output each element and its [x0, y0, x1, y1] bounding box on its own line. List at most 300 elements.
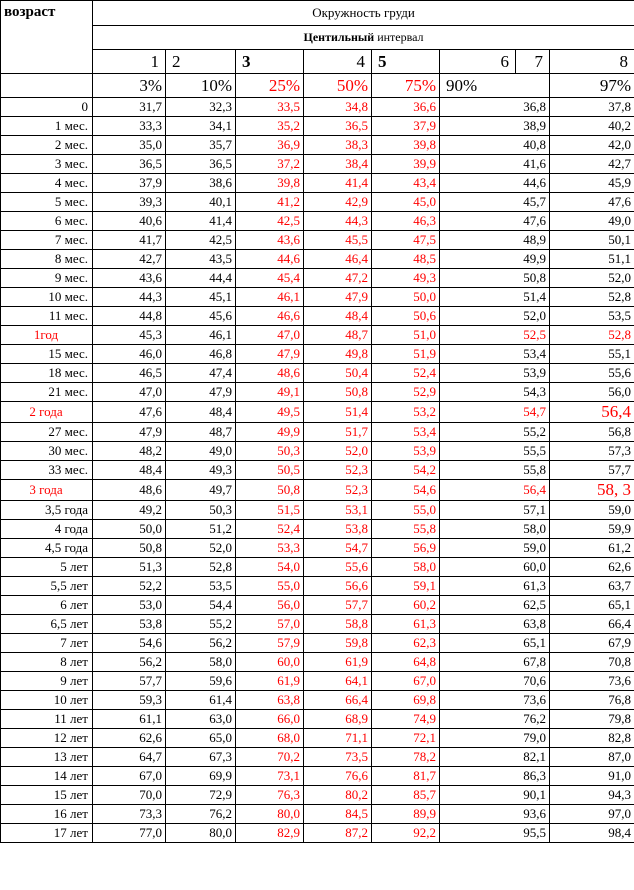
centile-interval-header: Центильный интервал	[93, 26, 634, 50]
value-cell: 49,0	[550, 212, 634, 231]
value-cell: 46,0	[93, 345, 166, 364]
value-cell: 67,0	[372, 672, 440, 691]
table-row	[1, 269, 634, 288]
value-cell: 36,9	[236, 136, 304, 155]
value-cell: 35,0	[93, 136, 166, 155]
value-cell: 61,1	[93, 710, 166, 729]
value-cell: 36,5	[93, 155, 166, 174]
age-cell: 12 лет	[1, 729, 93, 748]
table-row	[1, 442, 634, 461]
value-cell: 51,4	[440, 288, 550, 307]
value-cell: 92,2	[372, 824, 440, 843]
value-cell: 57,7	[93, 672, 166, 691]
value-cell: 55,6	[304, 558, 372, 577]
value-cell: 59,3	[93, 691, 166, 710]
value-cell: 50,5	[236, 461, 304, 480]
value-cell: 95,5	[440, 824, 550, 843]
value-cell: 60,0	[236, 653, 304, 672]
table-row	[1, 577, 634, 596]
table-row	[1, 596, 634, 615]
value-cell: 49,3	[372, 269, 440, 288]
value-cell: 47,5	[372, 231, 440, 250]
value-cell: 55,6	[550, 364, 634, 383]
value-cell: 78,2	[372, 748, 440, 767]
value-cell: 50,3	[166, 501, 236, 520]
value-cell: 51,1	[550, 250, 634, 269]
value-cell: 63,8	[440, 615, 550, 634]
value-cell: 46,1	[166, 326, 236, 345]
value-cell: 31,7	[93, 98, 166, 117]
value-cell: 39,8	[236, 174, 304, 193]
age-cell: 27 мес.	[1, 423, 93, 442]
value-cell: 72,9	[166, 786, 236, 805]
age-cell: 10 мес.	[1, 288, 93, 307]
age-cell: 1 мес.	[1, 117, 93, 136]
value-cell: 62,3	[372, 634, 440, 653]
age-cell: 6 лет	[1, 596, 93, 615]
value-cell: 47,0	[236, 326, 304, 345]
value-cell: 52,0	[166, 539, 236, 558]
table-row	[1, 345, 634, 364]
value-cell: 58,0	[440, 520, 550, 539]
value-cell: 41,4	[166, 212, 236, 231]
value-cell: 54,7	[304, 539, 372, 558]
value-cell: 58,0	[372, 558, 440, 577]
value-cell: 45,6	[166, 307, 236, 326]
value-cell: 50,8	[304, 383, 372, 402]
value-cell: 48,4	[93, 461, 166, 480]
value-cell: 47,9	[166, 383, 236, 402]
table-row	[1, 805, 634, 824]
value-cell: 51,9	[372, 345, 440, 364]
interval-number: 4	[304, 50, 372, 74]
value-cell: 45,3	[93, 326, 166, 345]
value-cell: 49,3	[166, 461, 236, 480]
value-cell: 40,1	[166, 193, 236, 212]
value-cell: 58, 3	[550, 480, 634, 501]
table-row	[1, 480, 634, 501]
age-cell: 30 мес.	[1, 442, 93, 461]
value-cell: 62,6	[550, 558, 634, 577]
value-cell: 49,2	[93, 501, 166, 520]
percentile-label: 10%	[166, 74, 236, 98]
value-cell: 50,0	[93, 520, 166, 539]
value-cell: 58,0	[166, 653, 236, 672]
value-cell: 64,1	[304, 672, 372, 691]
value-cell: 34,1	[166, 117, 236, 136]
value-cell: 54,0	[236, 558, 304, 577]
table-row	[1, 231, 634, 250]
table-row	[1, 117, 634, 136]
value-cell: 46,5	[93, 364, 166, 383]
age-cell: 5 лет	[1, 558, 93, 577]
value-cell: 66,0	[236, 710, 304, 729]
value-cell: 46,3	[372, 212, 440, 231]
value-cell: 40,6	[93, 212, 166, 231]
value-cell: 76,2	[166, 805, 236, 824]
value-cell: 50,4	[304, 364, 372, 383]
value-cell: 53,5	[550, 307, 634, 326]
value-cell: 38,6	[166, 174, 236, 193]
value-cell: 44,4	[166, 269, 236, 288]
interval-number: 8	[550, 50, 634, 74]
table-row	[1, 634, 634, 653]
value-cell: 59,8	[304, 634, 372, 653]
value-cell: 82,1	[440, 748, 550, 767]
value-cell: 51,0	[372, 326, 440, 345]
value-cell: 36,6	[372, 98, 440, 117]
value-cell: 45,9	[550, 174, 634, 193]
interval-number: 6	[440, 50, 516, 74]
value-cell: 97,0	[550, 805, 634, 824]
value-cell: 46,1	[236, 288, 304, 307]
value-cell: 43,6	[236, 231, 304, 250]
value-cell: 59,0	[550, 501, 634, 520]
value-cell: 76,2	[440, 710, 550, 729]
percentile-row	[1, 74, 634, 98]
value-cell: 56,0	[550, 383, 634, 402]
value-cell: 49,0	[166, 442, 236, 461]
value-cell: 63,8	[236, 691, 304, 710]
table-row	[1, 307, 634, 326]
value-cell: 80,2	[304, 786, 372, 805]
table-row	[1, 423, 634, 442]
value-cell: 39,8	[372, 136, 440, 155]
interval-number: 2	[166, 50, 236, 74]
value-cell: 33,5	[236, 98, 304, 117]
value-cell: 43,5	[166, 250, 236, 269]
value-cell: 57,0	[236, 615, 304, 634]
value-cell: 70,2	[236, 748, 304, 767]
value-cell: 55,5	[440, 442, 550, 461]
value-cell: 55,2	[440, 423, 550, 442]
value-cell: 69,8	[372, 691, 440, 710]
value-cell: 61,9	[304, 653, 372, 672]
value-cell: 57,7	[550, 461, 634, 480]
value-cell: 52,9	[372, 383, 440, 402]
value-cell: 49,9	[236, 423, 304, 442]
value-cell: 56,8	[550, 423, 634, 442]
value-cell: 48,4	[304, 307, 372, 326]
value-cell: 61,4	[166, 691, 236, 710]
value-cell: 44,6	[236, 250, 304, 269]
age-cell: 2 мес.	[1, 136, 93, 155]
value-cell: 89,9	[372, 805, 440, 824]
table-row	[1, 786, 634, 805]
value-cell: 48,9	[440, 231, 550, 250]
value-cell: 77,0	[93, 824, 166, 843]
value-cell: 67,8	[440, 653, 550, 672]
value-cell: 48,4	[166, 402, 236, 423]
age-cell: 33 мес.	[1, 461, 93, 480]
value-cell: 51,3	[93, 558, 166, 577]
value-cell: 38,3	[304, 136, 372, 155]
value-cell: 46,6	[236, 307, 304, 326]
value-cell: 61,3	[372, 615, 440, 634]
value-cell: 53,0	[93, 596, 166, 615]
value-cell: 70,6	[440, 672, 550, 691]
value-cell: 82,9	[236, 824, 304, 843]
value-cell: 87,2	[304, 824, 372, 843]
value-cell: 60,0	[440, 558, 550, 577]
value-cell: 85,7	[372, 786, 440, 805]
table-row	[1, 250, 634, 269]
table-row	[1, 136, 634, 155]
table-row	[1, 326, 634, 345]
age-cell: 15 лет	[1, 786, 93, 805]
value-cell: 50,3	[236, 442, 304, 461]
value-cell: 70,8	[550, 653, 634, 672]
value-cell: 82,8	[550, 729, 634, 748]
value-cell: 41,6	[440, 155, 550, 174]
age-cell: 18 мес.	[1, 364, 93, 383]
value-cell: 48,7	[166, 423, 236, 442]
value-cell: 53,9	[372, 442, 440, 461]
interval-number: 1	[93, 50, 166, 74]
value-cell: 66,4	[550, 615, 634, 634]
percentile-label: 50%	[304, 74, 372, 98]
value-cell: 45,0	[372, 193, 440, 212]
value-cell: 44,6	[440, 174, 550, 193]
value-cell: 80,0	[166, 824, 236, 843]
value-cell: 54,6	[93, 634, 166, 653]
value-cell: 48,2	[93, 442, 166, 461]
value-cell: 36,5	[304, 117, 372, 136]
value-cell: 53,4	[440, 345, 550, 364]
age-cell: 13 лет	[1, 748, 93, 767]
table-row	[1, 824, 634, 843]
value-cell: 53,9	[440, 364, 550, 383]
table-title: Окружность груди	[93, 1, 634, 26]
table-row	[1, 691, 634, 710]
value-cell: 93,6	[440, 805, 550, 824]
value-cell: 47,6	[93, 402, 166, 423]
value-cell: 71,1	[304, 729, 372, 748]
value-cell: 60,2	[372, 596, 440, 615]
interval-number: 7	[516, 50, 550, 74]
interval-number-row	[1, 50, 634, 74]
value-cell: 57,9	[236, 634, 304, 653]
value-cell: 42,9	[304, 193, 372, 212]
age-cell: 0	[1, 98, 93, 117]
value-cell: 41,4	[304, 174, 372, 193]
value-cell: 53,3	[236, 539, 304, 558]
value-cell: 74,9	[372, 710, 440, 729]
value-cell: 55,8	[440, 461, 550, 480]
value-cell: 64,7	[93, 748, 166, 767]
value-cell: 65,1	[550, 596, 634, 615]
value-cell: 52,5	[440, 326, 550, 345]
value-cell: 59,9	[550, 520, 634, 539]
value-cell: 52,8	[166, 558, 236, 577]
value-cell: 50,8	[236, 480, 304, 501]
value-cell: 49,7	[166, 480, 236, 501]
table-row	[1, 98, 634, 117]
value-cell: 47,4	[166, 364, 236, 383]
value-cell: 47,6	[440, 212, 550, 231]
table-row	[1, 729, 634, 748]
age-cell: 14 лет	[1, 767, 93, 786]
age-cell: 8 мес.	[1, 250, 93, 269]
value-cell: 98,4	[550, 824, 634, 843]
value-cell: 72,1	[372, 729, 440, 748]
value-cell: 55,2	[166, 615, 236, 634]
value-cell: 52,3	[304, 461, 372, 480]
value-cell: 56,6	[304, 577, 372, 596]
empty-cell	[1, 74, 93, 98]
value-cell: 47,9	[236, 345, 304, 364]
value-cell: 36,5	[166, 155, 236, 174]
age-cell: 10 лет	[1, 691, 93, 710]
value-cell: 52,0	[550, 269, 634, 288]
value-cell: 43,4	[372, 174, 440, 193]
table-row	[1, 615, 634, 634]
value-cell: 49,8	[304, 345, 372, 364]
value-cell: 62,6	[93, 729, 166, 748]
value-cell: 53,2	[372, 402, 440, 423]
value-cell: 42,5	[166, 231, 236, 250]
value-cell: 52,4	[372, 364, 440, 383]
value-cell: 63,7	[550, 577, 634, 596]
value-cell: 52,4	[236, 520, 304, 539]
value-cell: 67,9	[550, 634, 634, 653]
value-cell: 67,3	[166, 748, 236, 767]
table-row	[1, 767, 634, 786]
value-cell: 68,9	[304, 710, 372, 729]
value-cell: 52,0	[440, 307, 550, 326]
value-cell: 64,8	[372, 653, 440, 672]
table-row	[1, 193, 634, 212]
value-cell: 73,1	[236, 767, 304, 786]
value-cell: 76,8	[550, 691, 634, 710]
value-cell: 61,2	[550, 539, 634, 558]
percentile-label: 75%	[372, 74, 440, 98]
value-cell: 45,7	[440, 193, 550, 212]
age-cell: 11 мес.	[1, 307, 93, 326]
value-cell: 56,4	[550, 402, 634, 423]
interval-number: 5	[372, 50, 440, 74]
value-cell: 56,4	[440, 480, 550, 501]
value-cell: 54,2	[372, 461, 440, 480]
value-cell: 47,6	[550, 193, 634, 212]
value-cell: 37,2	[236, 155, 304, 174]
value-cell: 65,0	[166, 729, 236, 748]
value-cell: 35,2	[236, 117, 304, 136]
value-cell: 39,3	[93, 193, 166, 212]
value-cell: 51,5	[236, 501, 304, 520]
value-cell: 53,8	[93, 615, 166, 634]
value-cell: 32,3	[166, 98, 236, 117]
value-cell: 68,0	[236, 729, 304, 748]
value-cell: 52,2	[93, 577, 166, 596]
value-cell: 80,0	[236, 805, 304, 824]
value-cell: 76,6	[304, 767, 372, 786]
table-row	[1, 364, 634, 383]
percentile-label: 90%	[440, 74, 550, 98]
value-cell: 73,6	[440, 691, 550, 710]
age-cell: 9 мес.	[1, 269, 93, 288]
value-cell: 45,5	[304, 231, 372, 250]
value-cell: 57,7	[304, 596, 372, 615]
value-cell: 69,9	[166, 767, 236, 786]
value-cell: 61,3	[440, 577, 550, 596]
value-cell: 54,6	[372, 480, 440, 501]
table-row	[1, 383, 634, 402]
table-row	[1, 155, 634, 174]
age-cell: 5 мес.	[1, 193, 93, 212]
value-cell: 48,6	[93, 480, 166, 501]
value-cell: 73,3	[93, 805, 166, 824]
age-cell: 21 мес.	[1, 383, 93, 402]
value-cell: 52,8	[550, 326, 634, 345]
value-cell: 56,2	[166, 634, 236, 653]
age-cell: 6,5 лет	[1, 615, 93, 634]
age-cell: 11 лет	[1, 710, 93, 729]
table-row	[1, 288, 634, 307]
value-cell: 44,3	[304, 212, 372, 231]
table-row	[1, 520, 634, 539]
value-cell: 36,8	[440, 98, 550, 117]
percentile-label: 3%	[93, 74, 166, 98]
value-cell: 49,1	[236, 383, 304, 402]
value-cell: 53,5	[166, 577, 236, 596]
age-cell: 5,5 лет	[1, 577, 93, 596]
table-row	[1, 501, 634, 520]
value-cell: 35,7	[166, 136, 236, 155]
age-cell: 6 мес.	[1, 212, 93, 231]
value-cell: 54,3	[440, 383, 550, 402]
value-cell: 48,6	[236, 364, 304, 383]
value-cell: 87,0	[550, 748, 634, 767]
value-cell: 45,4	[236, 269, 304, 288]
value-cell: 46,8	[166, 345, 236, 364]
value-cell: 34,8	[304, 98, 372, 117]
value-cell: 47,9	[304, 288, 372, 307]
value-cell: 33,3	[93, 117, 166, 136]
value-cell: 90,1	[440, 786, 550, 805]
value-cell: 40,2	[550, 117, 634, 136]
value-cell: 56,0	[236, 596, 304, 615]
value-cell: 94,3	[550, 786, 634, 805]
value-cell: 56,9	[372, 539, 440, 558]
value-cell: 47,0	[93, 383, 166, 402]
value-cell: 73,5	[304, 748, 372, 767]
value-cell: 66,4	[304, 691, 372, 710]
value-cell: 86,3	[440, 767, 550, 786]
value-cell: 48,5	[372, 250, 440, 269]
value-cell: 73,6	[550, 672, 634, 691]
value-cell: 42,0	[550, 136, 634, 155]
value-cell: 56,2	[93, 653, 166, 672]
value-cell: 42,7	[550, 155, 634, 174]
value-cell: 45,1	[166, 288, 236, 307]
value-cell: 51,2	[166, 520, 236, 539]
value-cell: 38,9	[440, 117, 550, 136]
age-column-header: возраст	[1, 1, 93, 74]
value-cell: 52,3	[304, 480, 372, 501]
value-cell: 91,0	[550, 767, 634, 786]
value-cell: 55,8	[372, 520, 440, 539]
age-cell: 4 года	[1, 520, 93, 539]
age-cell: 7 мес.	[1, 231, 93, 250]
age-cell: 16 лет	[1, 805, 93, 824]
age-cell: 4,5 года	[1, 539, 93, 558]
value-cell: 81,7	[372, 767, 440, 786]
value-cell: 40,8	[440, 136, 550, 155]
value-cell: 49,5	[236, 402, 304, 423]
value-cell: 53,8	[304, 520, 372, 539]
age-cell: 1год	[1, 326, 93, 345]
